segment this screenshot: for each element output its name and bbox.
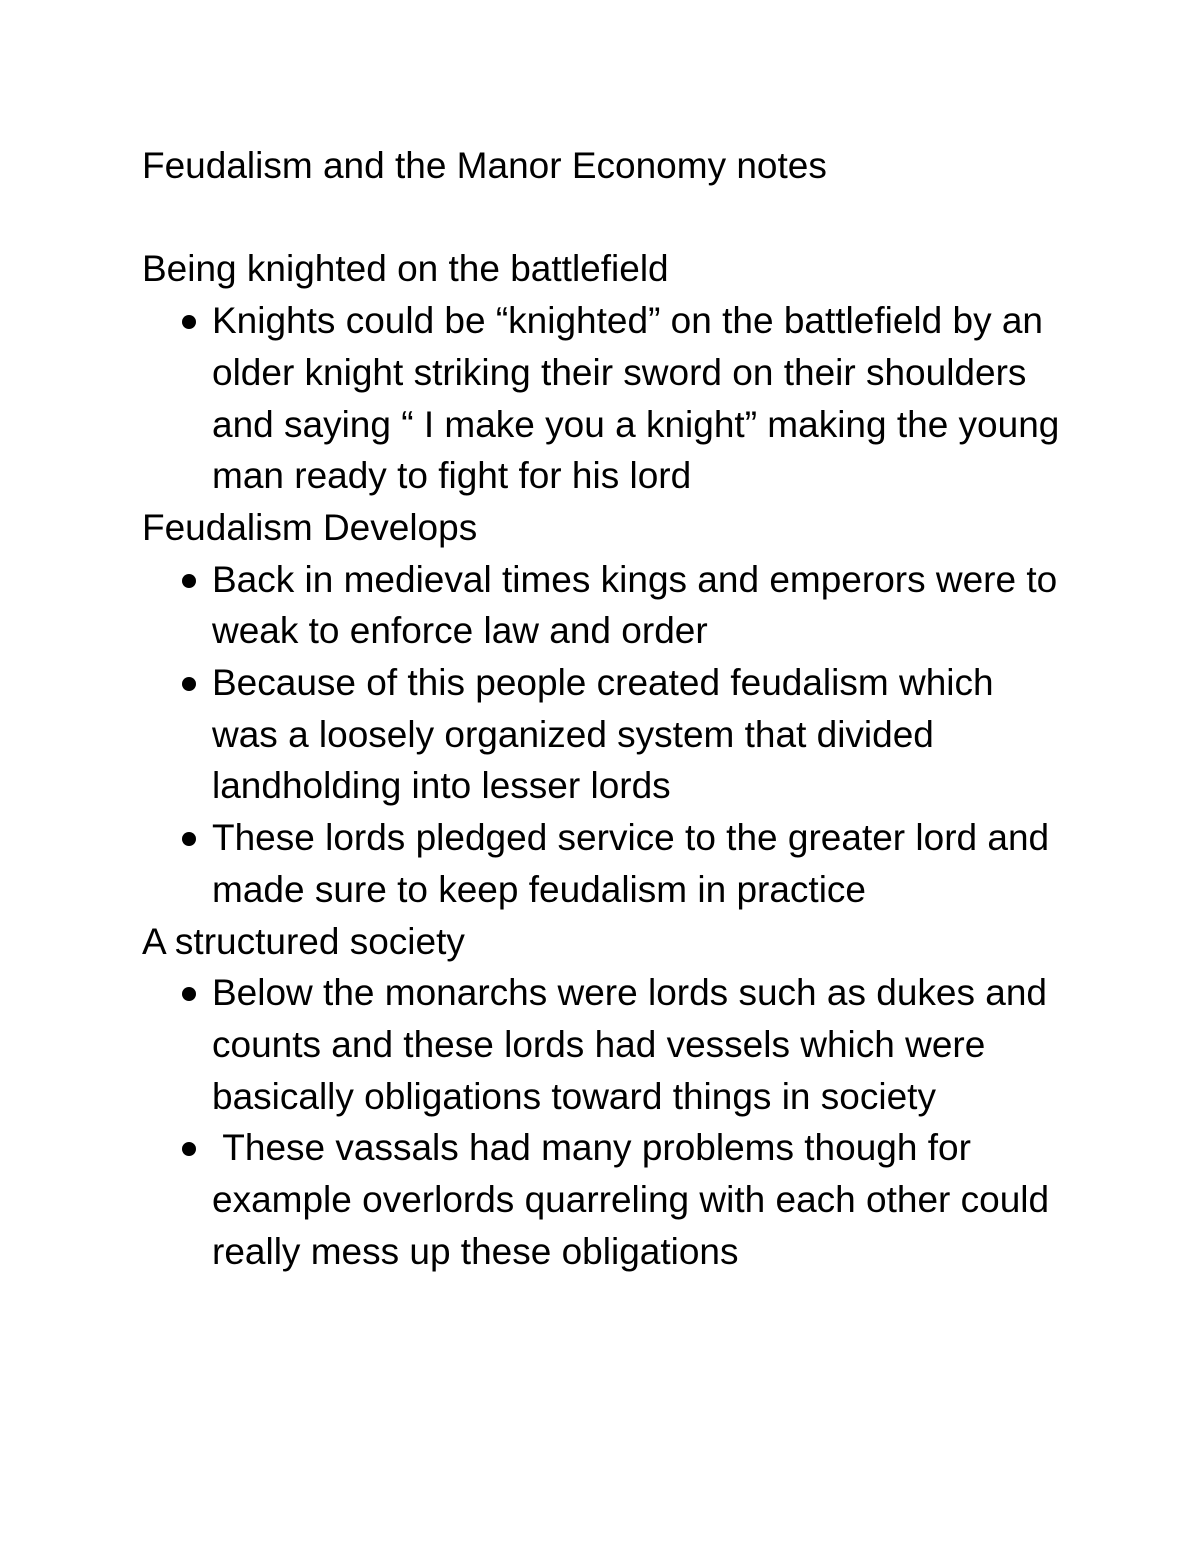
list-item-text: Back in medieval times kings and emperors were to weak to enforce law and order <box>212 558 1068 652</box>
list-item-text: These lords pledged service to the greater lord and made sure to keep feudalism in practice <box>212 817 1060 910</box>
bullet-dot-icon <box>182 677 196 691</box>
bullet-dot-icon <box>182 315 196 329</box>
section-heading-feudalism-develops: Feudalism Develops <box>142 506 478 548</box>
bullet-dot-icon <box>182 574 196 588</box>
bullet-dot-icon <box>182 987 196 1001</box>
bullet-list-feudalism-develops <box>142 554 1068 916</box>
list-item <box>142 295 1070 502</box>
blank-line <box>142 192 1062 244</box>
list-item <box>142 967 1062 1122</box>
list-item <box>142 554 1068 657</box>
list-item-text: These vassals had many problems though for example overlords quarreling with each other could really mess up these obligations <box>212 1127 1060 1272</box>
list-item <box>142 1122 1062 1277</box>
list-item <box>142 657 1062 812</box>
bullet-list-knighted <box>142 295 1070 502</box>
bullet-list-structured-society <box>142 967 1062 1277</box>
document-body <box>142 140 1070 1277</box>
list-item-text: Below the monarchs were lords such as dukes and counts and these lords had vessels which were basically obligations toward things in society <box>212 972 1058 1117</box>
section-heading-knighted: Being knighted on the battlefield <box>142 248 669 290</box>
document-title: Feudalism and the Manor Economy notes <box>142 145 827 186</box>
bullet-dot-icon <box>182 832 196 846</box>
list-item-text: Because of this people created feudalism which was a loosely organized system that divided landholding into lesser lords <box>212 662 1004 807</box>
list-item <box>142 812 1062 915</box>
bullet-dot-icon <box>182 1142 196 1156</box>
list-item-text: Knights could be “knighted” on the battlefield by an older knight striking their sword on their shoulders and saying “ I make you a knight” making the young man ready to fight for his lord <box>212 300 1070 497</box>
section-heading-structured-society: A structured society <box>142 920 465 962</box>
